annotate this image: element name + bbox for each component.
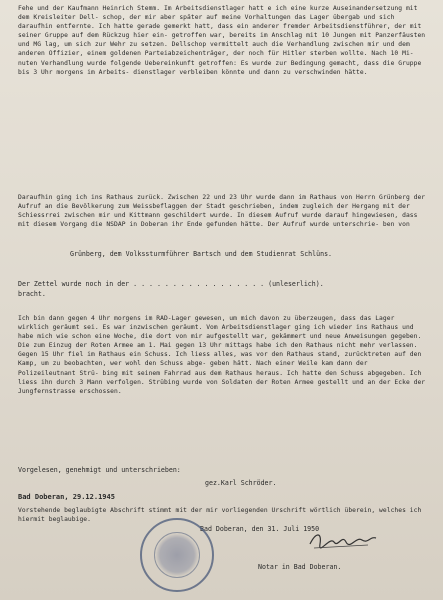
official-seal-icon — [140, 518, 214, 592]
paragraph-5: Vorstehende beglaubigte Abschrift stimmt mit der mir vorliegenden Urschrift wörtlich überein, welches ich hiermit beglaubige. — [18, 507, 426, 524]
place-date-2: Bad Doberan, den 31. Juli 1950 — [200, 525, 320, 533]
notary-signature-icon — [306, 528, 378, 552]
notary-title: Notar in Bad Doberan. — [258, 563, 342, 571]
signers-line: Grünberg, dem Volkssturmführer Bartsch und dem Studienrat Schlüns. — [70, 250, 333, 258]
paragraph-4: Ich bin dann gegen 4 Uhr morgens im RAD-Lager gewesen, um mich davon zu überzeugen, dass das Lager wirklich geräumt sei. Es war inzwischen geräumt. Vom Arbeitsdienstlager ging ich wieder ins Rathaus und habe mich wie schon eine Woche, die dort von mir aufgestellt war, gekämmert und neue Anweisungen gegeben. Die zum Einzug der Roten Armee am 1. Mai gegen 13 Uhr mittags habe ich den Rathaus nicht mehr verlassen. Gegen 15 Uhr fiel im Rathaus ein Schuss. Ich liess alles, was vor den Rathaus stand, zurücktreten auf den Kamp, um zu beobachten, wer wohl den Schuss abge- geben hätt. Nach einer Weile kam dann der Polizeileutnant Strü- bing mit seinem Fahrrad aus dem Rathaus heraus. Ich hatte den Schuss abgegeben. Ich liess ihn durch 3 Mann verfolgen. Strübing wurde von Soldaten der Roten Armee gestellt und an der Ecke der Jungfernstrasse erschossen. — [18, 315, 429, 395]
read-approved-line: Vorgelesen, genehmigt und unterschrieben: — [18, 466, 181, 474]
paragraph-2: Daraufhin ging ich ins Rathaus zurück. Zwischen 22 und 23 Uhr wurde dann im Rathaus von Herrn Grünberg der Aufruf an die Bevölkerung zum Weissbeflaggen der Stadt geschrieben, indem zugleich der Hergang mit der Schiessrrei zwischen mir und Kittmann geschildert wurde. In diesem Aufruf wurde darauf hingewiesen, dass mit diesem Vorgang die NSDAP in Doberan ihr Ende gefunden hätte. Der Aufruf wurde unterschrie- ben von — [18, 194, 429, 229]
place-date-1: Bad Doberan, 29.12.1945 — [18, 493, 115, 501]
note-line-2: bracht. — [18, 290, 46, 298]
paragraph-1: Fehe und der Kaufmann Heinrich Stemm. Im Arbeitsdienstlager hatt e ich eine kurze Auseinandersetzung mit dem Kreisleiter Dell- schop, der mir aber später auf meine Vorhaltungen das Lager übergab und sich daraufhin entfernte. Ich hatte gerade gemerkt hatt, dass ein anderer fremder Arbeitsdienstführer, der mit seiner Gruppe auf dem Rückzug hier ein- getroffen war, bereits im Anschlag mit 10 Jungen mit Panzerfäusten und MG lag, um sich zur Wehr zu setzen. Dellschop vermittelt auch die Verhandlung zwischen mir und dem anderen Offizier, einem goldenen Parteiabzeichenträger, der noch für Hitler sterben wollte. Nach 10 Mi- nuten Verhandlung wurde folgende Uebereinkunft getroffen: Es wurde zur Bedingung gemacht, dass die Gruppe bis 3 Uhr morgens im Arbeits- dienstlager verbleiben könnte und dann zu verschwinden hätte. — [18, 5, 429, 76]
signed-by: gez.Karl Schröder. — [205, 479, 277, 487]
note-line-1: Der Zettel wurde noch in der . . . . . . . . . . . . . . . . . (unleserlich). — [18, 280, 324, 288]
